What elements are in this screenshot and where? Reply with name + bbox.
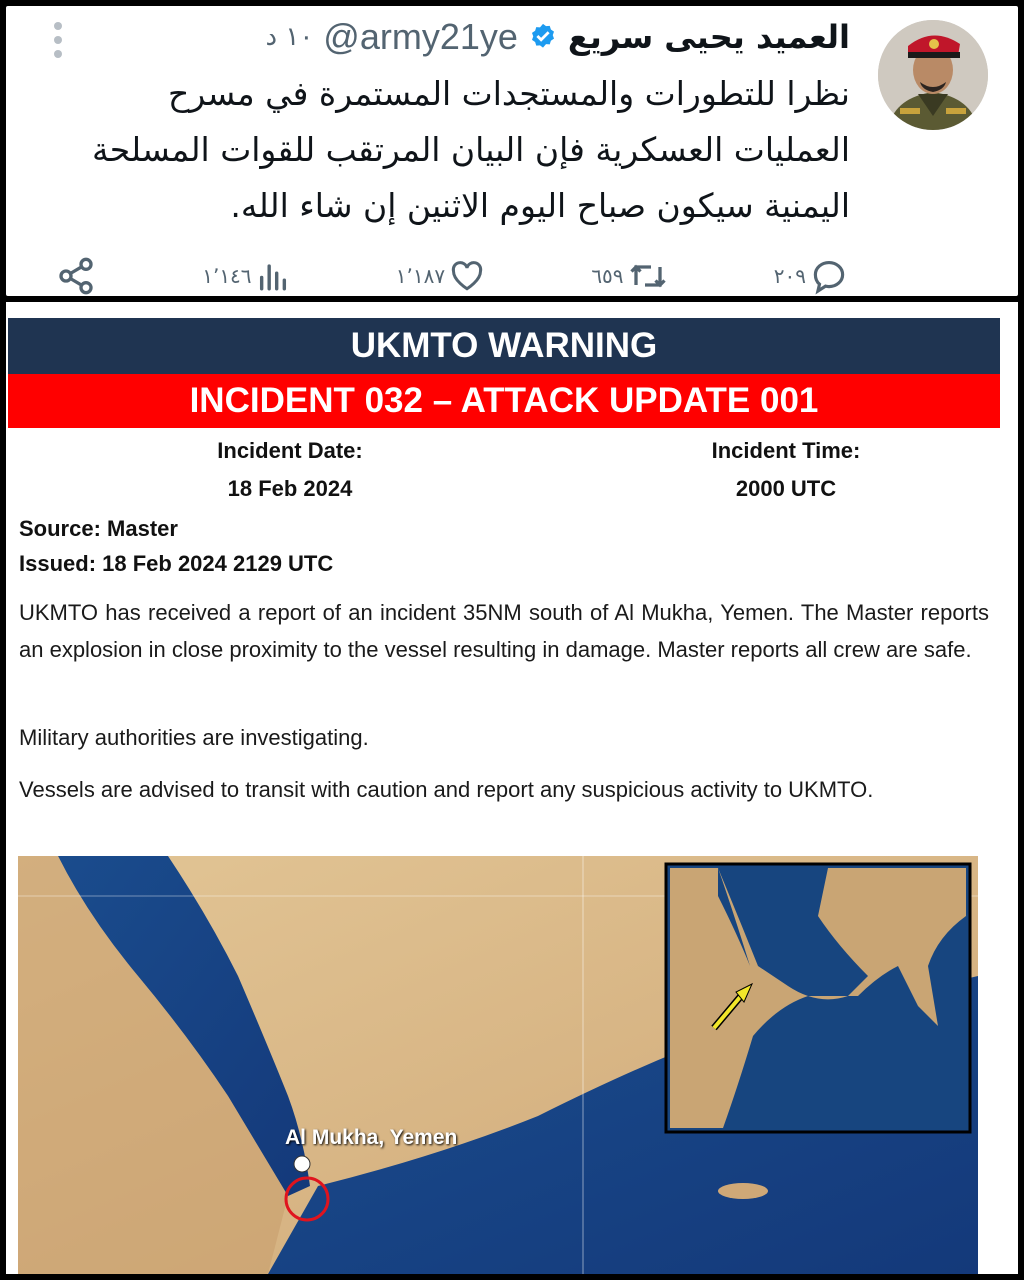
retweet-button[interactable] — [591, 258, 667, 294]
retweet-icon — [628, 258, 668, 294]
retweets-count: ٦٥٩ — [591, 264, 624, 288]
incident-map — [18, 856, 978, 1274]
incident-date-label: Incident Date: — [217, 438, 363, 463]
views-button[interactable] — [202, 259, 289, 293]
tweet-actions — [56, 254, 848, 298]
notice-subtitle: INCIDENT 032 – ATTACK UPDATE 001 — [8, 374, 1000, 428]
incident-date-value: 18 Feb 2024 — [227, 476, 353, 501]
incident-time-block — [686, 432, 886, 508]
heart-icon — [449, 258, 485, 294]
share-icon — [56, 256, 96, 296]
replies-count: ٢٠٩ — [773, 264, 806, 288]
verified-badge-icon — [528, 22, 558, 52]
views-chart-icon — [256, 259, 290, 293]
issued-line: Issued: 18 Feb 2024 2129 UTC — [19, 551, 334, 576]
share-button[interactable] — [56, 256, 96, 296]
report-paragraph: UKMTO has received a report of an incident 35NM south of Al Mukha, Yemen. The Master reports an explosion in close proximity to the vessel resulting in damage. Master reports all crew are safe. — [19, 600, 989, 662]
author-handle[interactable]: @army21ye — [323, 16, 518, 57]
source-line: Source: Master — [19, 516, 178, 541]
incident-time-value: 2000 UTC — [735, 476, 837, 501]
notice-title: UKMTO WARNING — [8, 318, 1000, 374]
like-button[interactable] — [396, 258, 485, 294]
map-location-label: Al Mukha, Yemen — [285, 1126, 458, 1149]
views-count: ١٬١٤٦ — [202, 264, 252, 288]
author-avatar[interactable] — [878, 20, 988, 130]
map-graphic — [18, 856, 978, 1274]
more-options-icon[interactable] — [52, 20, 64, 60]
reply-button[interactable] — [774, 257, 848, 295]
tweet-timestamp[interactable]: ١٠ د — [265, 22, 314, 52]
tweet-card — [6, 6, 1018, 296]
likes-count: ١٬١٨٧ — [395, 264, 446, 288]
author-name[interactable]: العميد يحيى سريع — [567, 18, 850, 56]
incident-date-block — [190, 432, 390, 508]
ukmto-notice — [6, 302, 1018, 1274]
tweet-text: نظرا للتطورات والمستجدات المستمرة في مسرح العمليات العسكرية فإن البيان المرتقب للقوات المسلحة اليمنية سيكون صباح اليوم الاثنين إن شاء الله. — [92, 74, 850, 225]
tweet-header — [266, 14, 850, 60]
reply-bubble-icon — [810, 257, 848, 295]
incident-time-label: Incident Time: — [711, 438, 861, 463]
investigation-paragraph: Military authorities are investigating. — [19, 725, 369, 750]
advisory-paragraph: Vessels are advised to transit with caution and report any suspicious activity to UKMTO. — [19, 777, 874, 802]
avatar-image — [878, 20, 988, 130]
